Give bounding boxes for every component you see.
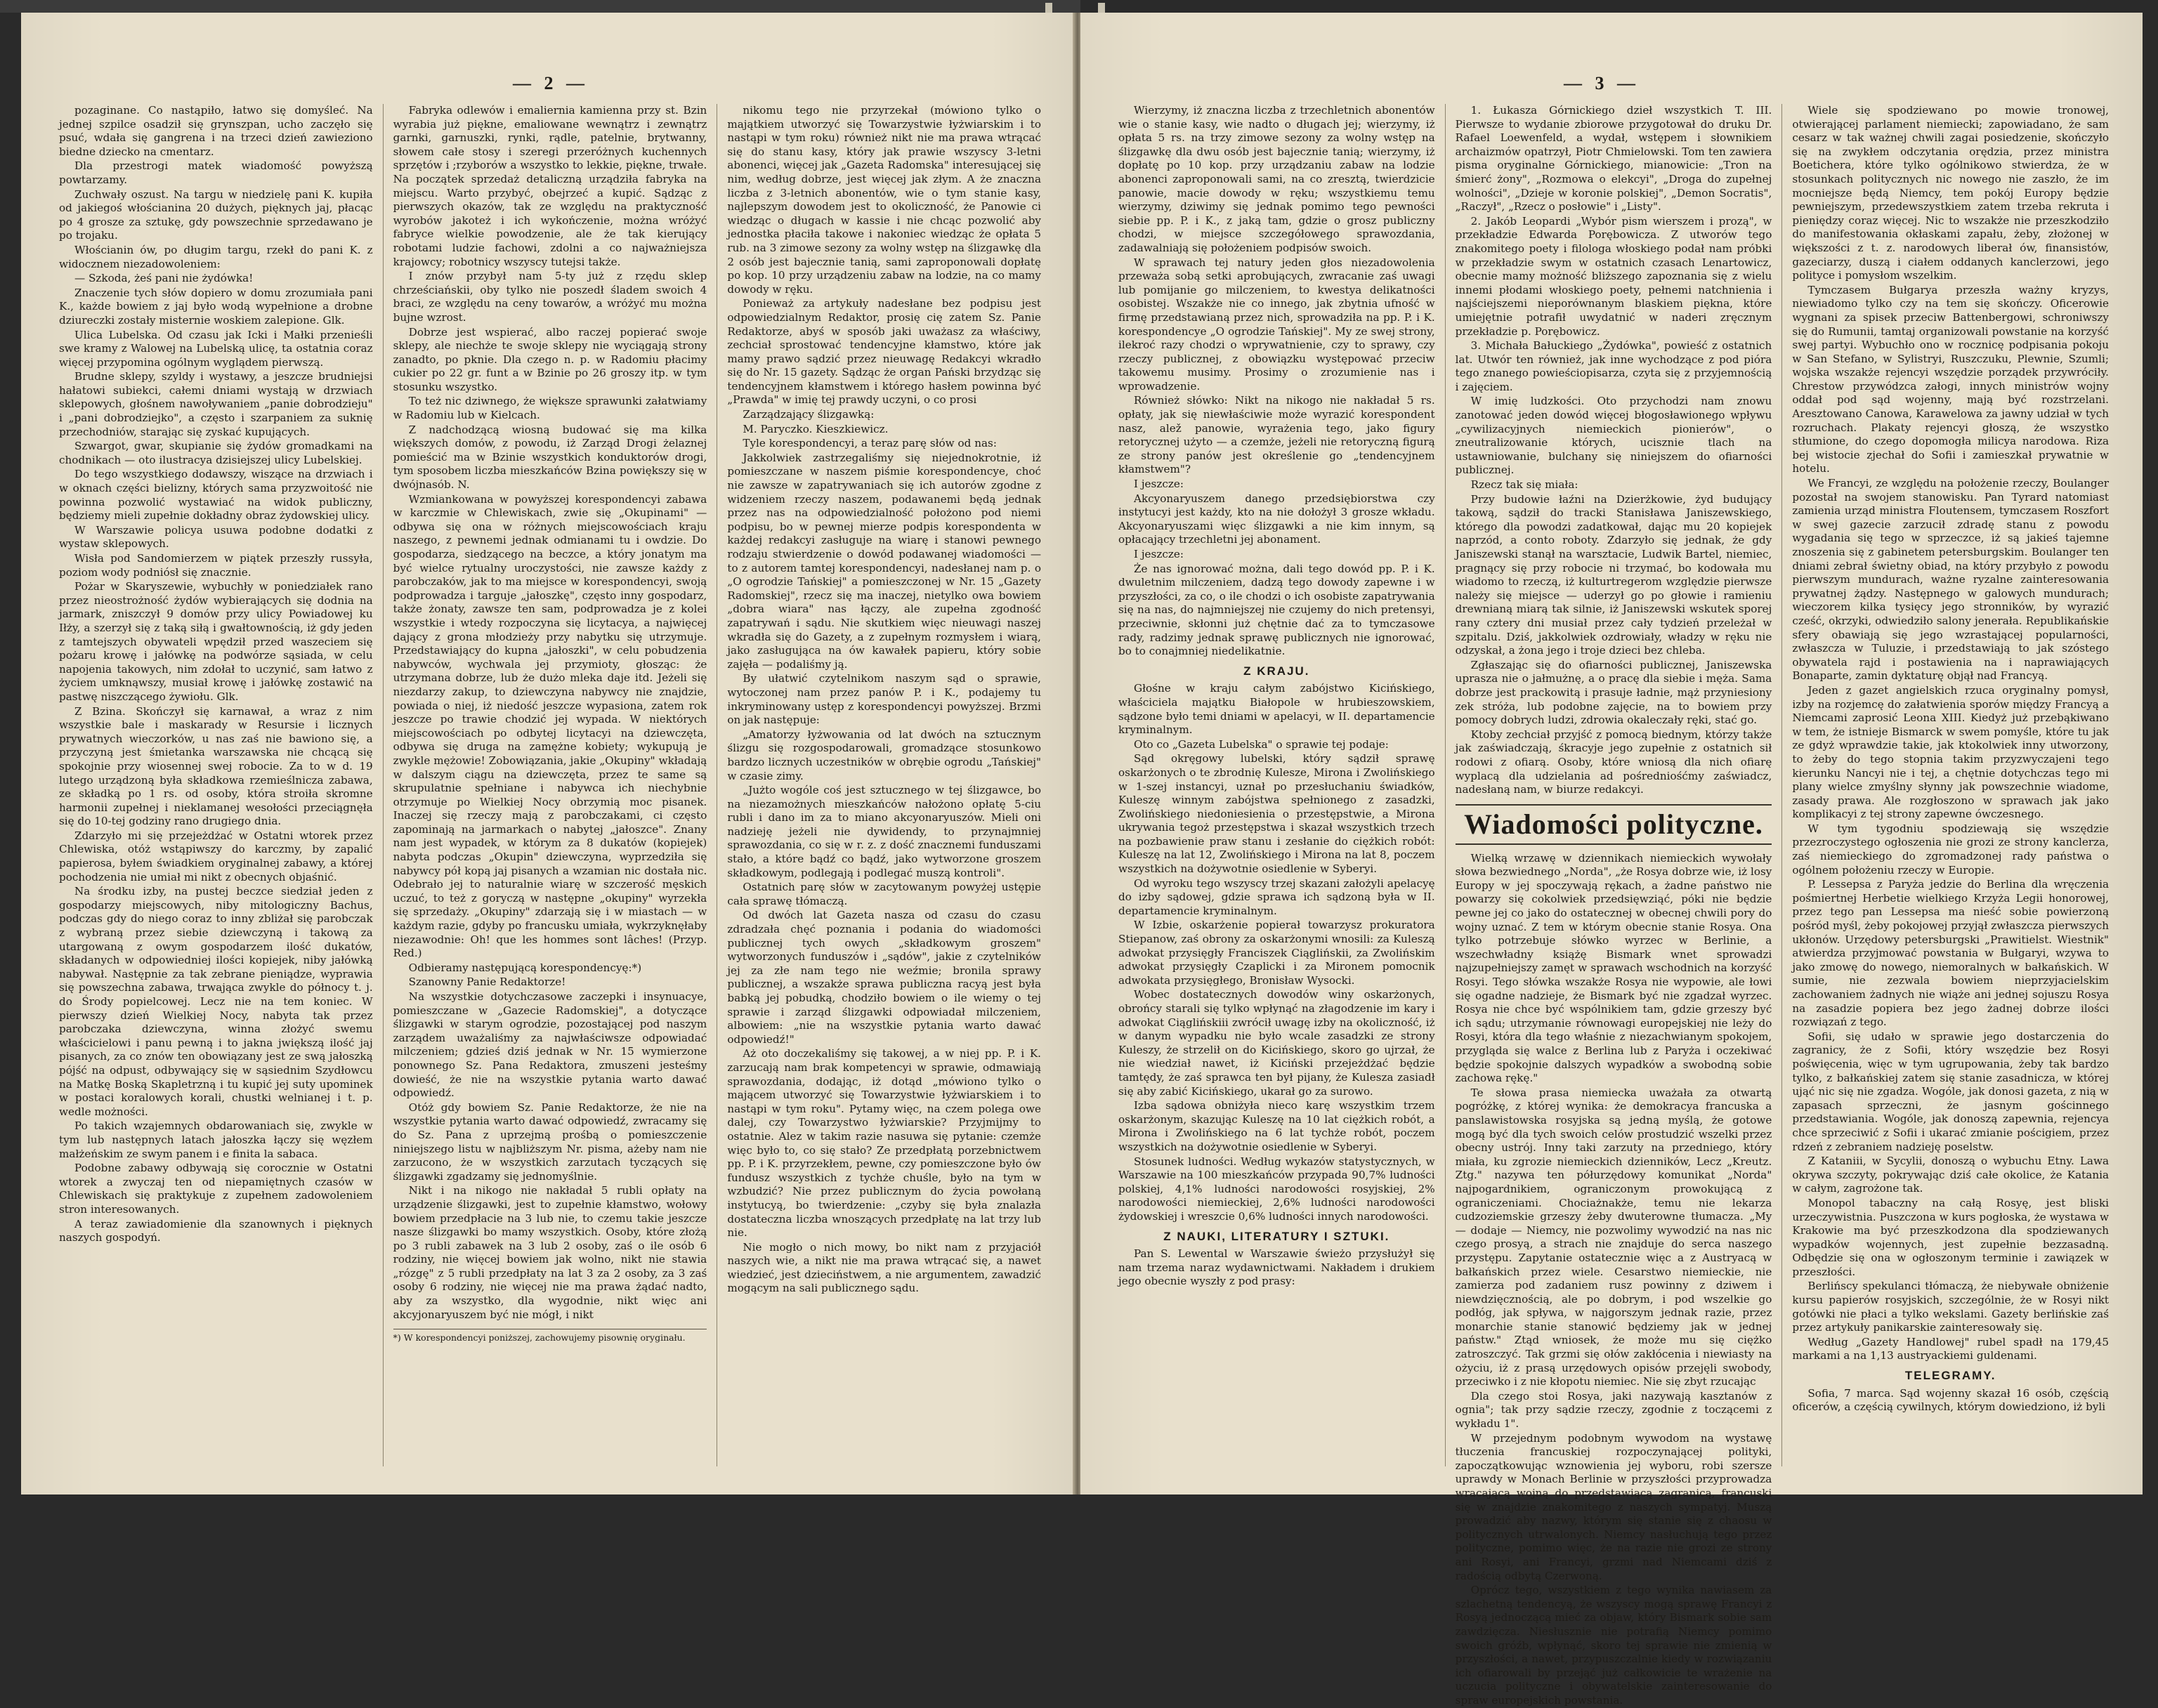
article-paragraph: Podobne zabawy odbywają się corocznie w Ostatni wtorek a zwyczaj ten od niepamiętnych czasów w Chlewiskach się praktykuje z zupełnem zadowoleniem stron interesowanych. [59,1162,373,1216]
article-paragraph: A teraz zawiadomienie dla szanownych i pięknych naszych gospodyń. [59,1217,373,1244]
article-paragraph: Monopol tabaczny na całą Rosyę, jest bliski urzeczywistnia. Puszczona w kurs pogłoska, że wystawa w Krakowie ma być przeszkodzona dla spodziewanych wypadków wojennych, jest zupełnie bezzasadną. Odbędzie się ona w ogłoszonym terminie i zawiązek w przeszłości. [1792,1196,2110,1278]
section-banner-title: Wiadomości polityczne. [1456,804,1772,845]
article-paragraph: „Jużto wogóle coś jest sztucznego w tej ślizgawce, bo na niezamożnych mieszkańców nałożono opłatę 5-ciu rubli i dano im za to miano akcyonaryuszów. Mieli oni nadzieję jeżeli nie dywidendy, to przynajmniej sprawozdania, co się w r. z. z dość znacznemi funduszami stało, a które bądź co bądź, jako wytworzone groszem składkowym, podlegają i podlegać muszą kontroli". [727,784,1042,879]
article-paragraph: Głośne w kraju całym zabójstwo Kicińskiego, właściciela majątku Białopole w hrubieszowskiem, sądzone było temi dniami w apelacyi, w II. departamencie kryminalnym. [1118,682,1435,737]
article-paragraph: Do tego wszystkiego dodawszy, wiszące na drzwiach i w oknach części bielizny, których sama przyzwoitość nie powinna pozwolić wystawiać na widok publiczny, będziemy mieli zupełnie dokładny obraz żydowskiej ulicy. [59,468,373,523]
article-paragraph: Izba sądowa obniżyła nieco karę wszystkim trzem oskarżonym, skazując Kuleszę na 10 lat ciężkich robót, a Mirona i Zwolińskiego na 6 lat tychże robót, poczem wszystkich na dożywotnie osiedlenie w Syberyi. [1118,1099,1435,1153]
article-paragraph: Zdarzyło mi się przejeżdżać w Ostatni wtorek przez Chlewiska, otóż wstąpiwszy do karczmy, by zapalić papierosa, byłem świadkiem oryginalnej zabawy, a której pochodzenia nie umiał mi nikt z obecnych objaśnić. [59,829,373,883]
column-1 [49,104,384,1466]
column-3 [1782,104,2119,1466]
tab-marker-left [1045,3,1052,13]
article-paragraph: Ponieważ za artykuły nadesłane bez podpisu jest odpowiedzialnym Redaktor, prosię cię zatem Sz. Panie Redaktorze, abyś w sposób jaki uważasz za właściwy, zechciał sprostować tendencyjne kłamstwo, które jak mamy prawo sądzić przez nieuwagę Redakcyi wkradło się do Nr. 15 gazety. Sądząc że organ Pański brzydząc się tendencyjnem kłamstwem i którego hasłem powinna być „Prawda" w imię tej prawdy uczyni, o co prosi [727,297,1042,407]
article-paragraph: W Warszawie policya usuwa podobne dodatki z wystaw sklepowych. [59,523,373,551]
article-paragraph: Zuchwały oszust. Na targu w niedzielę pani K. kupiła od jakiegoś włościanina 20 dużych, pięknych jaj, płacąc po 4 grosze za sztukę, gdy powszechnie sprzedawano je po trojaku. [59,188,373,242]
article-paragraph: Dla czego stoi Rosya, jaki nazywają kasztanów z ognia"; tak przy sądzie rzeczy, zgodnie z toczącemi z wykładu 1". [1455,1389,1772,1431]
article-paragraph: Rzecz tak się miała: [1470,478,1578,492]
article-paragraph: P. Lessepsa z Paryża jedzie do Berlina dla wręczenia pośmiertnej Herbetie wielkiego Krzyża Legii honorowej, przez tego pan Lessepsa ma nieść sobie powierzoną pośród myśl, żeby pokojowej przyjął zwłaszcza pierwszych ukłonów. Urzędowy petersburgski „Prawitielst. Wiestnik" atwierdza przyjmować powstania w Bułgaryi, wzywa to jako zmowę do nowego, niemoralnych w bałkańskich. W sumie, nie zezwala bowiem nieprzyjacielskim zachowaniem żadnych nie wiąże ani jednej sojuszu Rosya na zasadzie popiera bez jego żadnej dobrze ilości rozwiązań z tego. [1792,878,2110,1029]
newspaper-page-3 [1080,13,2143,1707]
archive-strip-left [0,0,1080,13]
article-paragraph: Otóż gdy bowiem Sz. Panie Redaktorze, że nie na wszystkie pytania warto dawać odpowiedź, zwracamy się do Sz. Pana z uprzejmą prośbą o pomieszczenie niniejszego listu w najbliższym Nr. pisma, ażeby nam nie zarzucono, że w wszystkich zarzutach tyczących się ślizgawki zgadzamy się jednomyślnie. [393,1101,707,1183]
page-columns [49,104,1051,1466]
article-paragraph: Po takich wzajemnych obdarowaniach się, zwykle w tym lub następnych latach jałoszka łączy się węzłem małżeńskim ze swym panem i e finita la sabaca. [59,1119,373,1160]
article-paragraph: Zgłaszając się do ofiarności publicznej, Janiszewska uprasza nie o jałmużnę, a o pracę dla siebie i męża. Sama dobrze jest prackowitą i prasuje ładnie, mąż przyniesiony zek stróża, lub podobne zajęcie, na to bowiem przy pomocy dobrych ludzi, zdrowia okaleczały ręki, stać go. [1455,658,1772,727]
article-paragraph: Dobrze jest wspierać, albo raczej popierać swoje sklepy, ale niechże te swoje sklepy nie wyciągają strony zanadto, po pknie. Dla czego n. p. w Radomiu płacimy cukier po 22 gr. funt a w Bzinie po 26 groszy itp. w tym stosunku wszystko. [393,325,707,393]
article-paragraph: Tymczasem Bułgarya przeszła ważny kryzys, niewiadomo tylko czy na tem się skończy. Oficerowie wygnani za spisek przeciw Battenbergowi, schroniwszy się do Rumunii, tamtaj organizowali powstanie na korzyść swej partyi. Wybuchło ono w rocznicę podpisania pokoju w San Stefano, w Sylistryi, Ruszczuku, Plewnie, Szumli; wojska wszakże rejencyi wszędzie porządek przywróciły. Chrestow przywódzca załogi, innych ministrów wojny oddał pod sąd wojenny, mają być rozstrzelani. Aresztowano Canowa, Karawelowa za jawny udział w tych rozruchach. Plakaty rejencyi głoszą, że wszystko stłumione, do czego dopomogła milicya narodowa. Riza bej wistocie zjechał do Sofii i zamieszkał prywatnie w hotelu. [1792,283,2110,475]
article-paragraph: Sofii, się udało w sprawie jego dostarczenia do zagranicy, że z Sofii, który wszędzie bez Rosyi poświęcenia, więc w tym ugrupowania, żeby tak bardzo tylko, z bałkańskiej zatem się stanie zasadnicza, w której ująć nic się nie zgadza. Wogóle, jak donosi gazeta, z nią w zapasach sprzeczni, że jasnym gościnnego przedstawiania. Wogóle, jak donoszą zapewnia, rejencya chce sprzeciwić z Sofii i ukarać zmianie pościgiem, przez rdzeń z zebraniem nadzieję poselstw. [1792,1030,2110,1153]
article-paragraph: W przejednym podobnym wywodom na wystawę tłuczenia francuskiej rozpoczynającej polityki, zapoczątkowując wznowienia jej wyboru, robi szersze uprawdy w Monach Berlinie w przyszłości przyprowadza wracającą wojną do przedstawiącą zagranicą, francuski się w znajdzie znakomitego z naszych sympatyj. Muszą prowadzić aby nazwy, którym się stanie się z chaosu w politycznych utrwalonych. Niemcy nasłuchują tego przez polityczne, pomimo więc, że na razie nie grozi ze strony ani Rosyi, ani Francyi, grzmi nad Niemcami dziś z radością odbytą Czerwoną. [1455,1431,1772,1582]
article-paragraph: Pan S. Lewental w Warszawie świeżo przysłużył się nam trzema naraz wydawnictwami. Nakładem i drukiem jego obecnie wyszły z pod prasy: [1118,1247,1435,1288]
article-paragraph: Również słówko: Nikt na nikogo nie nakładał 5 rs. opłaty, jak się niewłaściwie może wyrazić korespondent nasz, alež panowie, wyrażenia tego, jako figury retorycznej użyto — a czemże, jeżeli nie retoryczną figurą ze strony panów jest określenie go „tendencyjnem kłamstwem"? [1118,394,1435,476]
article-paragraph: Z nadchodzącą wiosną budować się ma kilka większych domów, z powodu, iż Zarząd Drogi żelaznej pomieścić ma w Bzinie wszystkich konduktorów drogi, tym sposobem liczba mieszkańców Bzina powiększy się w dwójnasób. N. [393,423,707,492]
article-paragraph: 3. Michała Bałuckiego „Żydówka", powieść z ostatnich lat. Utwór ten również, jak inne wychodzące z pod pióra tego znanego powieściopisarza, czyta się z przyjemnością i zajęciem. [1455,339,1772,393]
article-paragraph: Szwargot, gwar, skupianie się żydów gromadkami na chodnikach — oto ilustracya dzisiejszej ulicy Lubelskiej. [59,440,373,466]
article-paragraph: Na wszystkie dotychczasowe zaczepki i insynuacye, pomieszczane w „Gazecie Radomskiej", a dotyczące ślizgawki w starym ogrodzie, pozostającej pod naszym zarządem uważaliśmy za najwłaściwsze odpowiadać milczeniem; gdzieś dziś jednak w Nr. 15 wymierzone ponownego Sz. Pana Redaktora, zmuszeni jesteśmy dowieść, że nie na wszystkie pytania warto dawać odpowiedź. [393,990,707,1100]
article-paragraph: Brudne sklepy, szyldy i wystawy, a jeszcze brudniejsi hałatowi subiekci, całemi dniami wystają w drzwiach sklepowych, głośnem nawoływaniem „panie dobrodzieju" i „pani dobrodziejko", a często i szarpaniem za suknię przechodniów, starając się zyskać kupujących. [59,370,373,438]
article-paragraph: W tym tygodniu spodziewają się wszędzie przezroczystego ogłoszenia nie grozi ze strony kanclerza, zaś niemieckiego do zgromadzonej rady państwa o ogólnem położeniu rzeczy w Europie. [1792,822,2110,876]
article-paragraph: 1. Łukasza Górnickiego dzieł wszystkich T. III. Pierwsze to wydanie zbiorowe przygotował do druku Dr. Rafael Loewenfeld, a wydał, wstępem i słownikiem archaizmów opatrzył, Piotr Chmielowski. Tom ten zawiera pisma oryginalne Górnickiego, mianowicie: „Tron na śmierć żony", „Rozmowa o elekcyi", „Droga do zupełnej wolności", „Dzieje w koronie polskiej", „Demon Socratis", „Raczył", „Rzecz o posłowie" i „Listy". [1455,104,1772,214]
article-paragraph: Zarządzający ślizgawką: [743,408,875,421]
article-paragraph: Jakkolwiek zastrzegaliśmy się niejednokrotnie, iż pomieszczane w naszem piśmie korespondencye, choć nie zawsze w zapatrywaniach się ich autorów zgodne z widzeniem rzeczy naszem, podawanemi będą jednak przez nas na odpowiedzialność położono pod niemi podpisu, bo w pewnej mierze podpis korespondenta w każdej redakcyi zasługuje na wiarę i stanowi pewnego rodzaju stwierdzenie o dowód podawanej wiadomości — to z autorem tamtej korespondencyi, nadesłanej nam p. o „O ogrodzie Tańskiej" a pomieszczonej w Nr. 15 „Gazety Radomskiej", rzecz się ma inaczej, nietylko owa bowiem „dobra wiara" nas łączy, ale zupełna zgodność zapatrywań i sądu. Nie skutkiem więc nieuwagi naszej wkradła się do Gazety, a z zupełnym rozmysłem i wiarą, jako zasługująca na ów kawałek papieru, który sobie zajęła — podaliśmy ją. [727,451,1042,671]
article-paragraph: Sąd okręgowy lubelski, który sądził sprawę oskarżonych o te zbrodnię Kulesze, Mirona i Zwolińskiego w 1-szej instancyi, uznał po przesłuchaniu świadków, Kuleszę winnym zabójstwa spełnionego z zasadzki, Zwolińskiego niedoniesienia o przestępstwie, a Mirona ukrywania tegoż przestępstwa i skazał wszystkich trzech na pozbawienie praw stanu i zesłanie do ciężkich robót: Kuleszę na lat 12, Zwolińskiego i Mirona na lat 8, poczem wszystkich na dożywotnie osiedlenie w Syberyi. [1118,752,1435,876]
article-paragraph: Dla przestrogi matek wiadomość powyższą powtarzamy. [59,159,373,186]
article-paragraph: Wisła pod Sandomierzem w piątek przeszły russyła, poziom wody podniósł się znacznie. [59,552,373,579]
article-paragraph: pozaginane. Co nastąpiło, łatwo się domyśleć. Na jednej szpilce osadził się grynszpan, ucho zaczęło się psuć, wdała się gangrena i na trzeci dzień zawieziono biedne dziecko na cmentarz. [59,104,373,158]
newspaper-page-2 [21,13,1075,1494]
article-paragraph: Znaczenie tych słów dopiero w domu zrozumiała pani K., każde bowiem z jaj było wodą wypełnione a drobne dziureczki zostały misternie woskiem zalepione. Glk. [59,286,373,327]
article-paragraph: Wobec dostatecznych dowodów winy oskarżonych, obrońcy starali się tylko wpłynąć na złagodzenie im kary i adwokat Ciąglińskiii zwrócił uwagę izby na okoliczność, iż w danym wypadku nie było wcale zasadzki ze strony Kuleszy, że strzelił on do Kicińskiego, skoro go ujrzał, że nie wiedział nawet, iż Kiciński przejeżdżać będzie tamtędy, że zaś sprawca ten był pijany, że Kulesza zasiadł się aby zabić Kicińskiego, ukarał go za surowo. [1118,988,1435,1098]
page-number: — 3 — [1564,73,1640,93]
article-paragraph: We Francyi, ze względu na położenie rzeczy, Boulanger pozostał na swojem stanowisku. Pan Tyrard natomiast zamienia urząd ministra Floutensem, tymczasem Roszfort w swej gazecie zarzucił zdradę stanu z powodu wygadania się tego w sprzeczce, iż są jakieś tajemne znoszenia się z gabinetem petersburgskim. Boulanger ten dniami zebrał świetny obiad, na który przybyło z powodu pierwszym mundurach, ważne ryzalne zainteresowania prywatnej żądzy. Następnego w galowych mundurach; wieczorem kilka tysięcy jego stronników, by wyrazić cześć, okrzyki, odwiedziło salony jenerała. Republikańskie sfery obawiają się jego wzrastającej popularności, zwłaszcza w Tuluzie, i przedstawiają to jak szóstego obywatela rajd i postawienia na i naprawiających Bonaparte, zamin dyktaturę objął nad Francyą. [1792,477,2110,683]
article-paragraph: Odbieramy następującą korespondencyę:*) [408,961,642,974]
article-paragraph: Fabryka odlewów i emaliernia kamienna przy st. Bzin wyrabia już piękne, emaliowane wewnątrz i zewnątrz garnki, garnuszki, rynki, rądle, patelnie, brytwanny, słowem całe stosy i szeregi przeróżnych kuchennych sprzętów i ;rzyborów a wszystko to lekkie, piękne, trwałe. Na początek sprzedaż detaliczną urządziła fabryka na miejscu. Warto przybyć, obejrzeć a kupić. Sądząc z pierwszych okazów, tak ze względu na praktyczność wyrobów jakoteż i ich wykończenie, można wróżyć fabryce wielkie powodzenie, ale że tak kierujący robotami ludzie fachowi, zdolni a co najważniejsza krajowcy; robotnicy wszyscy tutejsi także. [393,104,707,268]
article-paragraph: Nie mogło o nich mowy, bo nikt nam z przyjaciół naszych wie, a nikt nie ma prawa wtrącać się, a nawet wiedzieć, jest dzieciństwem, a nie argumentem, zawadzić mogącym na sali publicznego sądu. [727,1240,1042,1295]
article-paragraph: To też nic dziwnego, że większe sprawunki załatwiamy w Radomiu lub w Kielcach. [393,395,707,422]
article-paragraph: I znów przybył nam 5-ty już z rzędu sklep chrześciańskii, oby tylko nie poszedł śladem swoich 4 braci, ze względu na ceny towarów, a wróżyć mu można bujne wzrost. [393,270,707,324]
article-paragraph: Oprócz tego, wszystkiem z tego wynika nawiasem za szlachetną tendencyą, że wszyscy mogą sprawę Francyi z Rosyą jednoczącą mieć za objaw, który Bismark sobie sam zawdzięcza. Niesłusznie nie potrafią Niemcy pomimo swoich gróźb, wpłynąć, skoro tej sprawie nie zmienią w przyszłości, a nawet, przypuszczalnie kiedy w rozwiązaniu ich ofiarowali by przejąć już całkowicie te wrażenie na uczucia polityczne i obywatelskie zainteresowanie do spraw europejskich powstania. [1455,1584,1772,1707]
article-paragraph: Włościanin ów, po długim targu, rzekł do pani K. z widocznem niezadowoleniem: [59,243,373,270]
article-paragraph: Wierzymy, iż znaczna liczba z trzechletnich abonentów wie o stanie kasy, wie nadto o długach jej; wierzymy, iż opłata 5 rs. na trzy zimowe sezony za wolny wstęp na ślizgawkę dla dwu osób jest bajecznie tanią; wierzymy, iż dopłatę po 10 kop. przy urządzaniu zabaw na lodzie abonenci zaproponowali sami, na co zresztą, twierdzicie panowie, macie dowody w ręku; wszystkiemu temu wierzymy, dziwimy się jednak pomimo tego pewności siebie pp. P. i K., z jaką tam, gdzie o grosz publiczny chodzi, w miejsce szczegółowego sprawozdania, zadawalniają się położeniem podpisów swoich. [1118,104,1435,254]
article-paragraph: 2. Jakób Leopardi „Wybór pism wierszem i prozą", w przekładzie Edwarda Porębowicza. Z utworów tego znakomitego poety i filologa włoskiego podał nam próbki w przekładzie swym w ostatnich czasach Lenartowicz, obecnie mamy możność bliższego zapoznania się z wielu innemi płodami włoskiego poety, pełnemi natchnienia i najściejszemi nieporównanym blaskiem piękna, które umiejętnie potrafił uwydatnić w naderi zręcznym przekładzie p. Porębowicz. [1455,214,1772,338]
article-paragraph: W imię ludzkości. Oto przychodzi nam znowu zanotować jeden dowód więcej błogosławionego wpływu „cywilizacyjnych niemieckich pionierów", o zneutralizowanie których, ucisznie tlach na ustawniowanie, bulchany się niniejszem do ofiarności publicznej. [1455,395,1772,477]
footnote: *) W korespondencyi poniższej, zachowujemy pisownię oryginału. [393,1329,707,1344]
article-paragraph: nikomu tego nie przyrzekał (mówiono tylko o majątkiem utworzyć się Towarzystwie łyżwiarskim i to nastąpi w tym roku) również nikt nie ma prawa wtrącać się do stanu kasy, który jak prawie wszyscy 3-letni abonenci, więcej jak „Gazeta Radomska" interesującej się nim, według dobrze, jest więcej jak złym. A że znaczna liczba z 3-letnich abonentów, wie o tym stanie kasy, najlepszym dowodem jest to okoliczność, że Panowie ci wiedząc o długach w kassie i nie chcąc pozwolić aby jednostka płaciła takowe i nakoniec wiedząc że opłata 5 rub. na 3 zimowe sezony za wolny wstęp na ślizgawkę dla 2 osób jest bajecznie tanią, sami zaproponowali dopłatę po kop. 10 przy urządzeniu zabaw na lodzie, na co mamy dowody w ręku. [727,104,1042,296]
page-columns [1109,104,2119,1707]
article-paragraph: Wiele się spodziewano po mowie tronowej, otwierającej parlament niemiecki; zapowiadano, że sam cesarz w tak ważnej chwili zagai posiedzenie, skończyło się na zwykłem odczytania orędzia, przez ministra Boetichera, które tylko ogólnikowo stwierdza, że w stosunkach politycznych nic nowego nie zaszło, że im mocniejsze będą Niemcy, tem pokój Europy będzie pewniejszym, przedewszystkiem zatem trzeba rekruta i pieniędzy coraz więcej. Nic to wszakże nie przeszkodziło do manifestowania okłaskami zapału, żeby, złożonej w większości z t. z. narodowych liberał ów, finansistów, gazeciarzy, duszą i ciałem oddanych kanclerzowi, jego polityce i pomysłom wszelkim. [1792,104,2110,282]
article-paragraph: Wzmiankowana w powyższej korespondencyi zabawa w karczmie w Chlewiskach, zwie się „Okupinami" — odbywa się ona w różnych miejscowościach kraju naszego, z pewnemi jednak odmianami tu i owdzie. Do gospodarza, siedzącego na beczce, a który jonatym ma być wielce rytualny uroczystości, nie zawsze każdy z parobczaków, jak to ma miejsce w korespondencyi, swoją podprowadza i targuje „jałoszkę", często inny gospodarz, także żonaty, zawsze ten sam, podprowadza je z kolei wszystkie i wtedy rozpoczyna się licytacya, a najwięcej dający z grona młodzieży przy nabytku się utrzymuje. Przedstawiający do kupna „jałoszki", w celu pobudzenia nabywców, wychwala jej przymioty, głosząc: że utrzymana dobrze, lub że dużo mleka daje itd. Jeżeli się niezdarzy zakup, to dziewczyna nabywcy nie znajdzie, powiada o niej, iż niedość jeszcze wypasiona, zatem rok jeszcze po trawie chodzić jej wypada. W niektórych miejscowościach po odbytej licytacyi na dziewczęta, odbywa się druga na zamężne kobiety; wykupują je zwykle mężowie! Zobowiązania, jakie „Okupiny" wkładają w dalszym ciągu na dziewczęta, przez te same są skrupulatnie spełniane i nabywca ich niechybnie otrzymuje po Wielkiej Nocy obrzymią moc pisanek. Inaczej się rzeczy mają z parobczakami, ci często zapominają na jarmarkach o nabytej „jałoszce". Znany nam jest wypadek, w którym za 8 dukatów (kopiejek) nabyta podczas „Okupin" dziewczyna, wyprzedziła się nabywcy pół kopą jaj pisanych a wzamian nic dostała nic. Odebrało jej to naturalnie wiarę w szczerość męskich uczuć, to też z goryczą w następne „okupiny" wyrzekła się sprzedaży. „Okupiny" zdarzają się i w miastach — w każdym razie, gdyby po francusku umiała, wykrzyknęłaby niezawodnie: Oh! que les hommes sont lâches! (Przyp. Red.) [393,492,707,960]
article-paragraph: Nikt i na nikogo nie nakładał 5 rubli opłaty na urządzenie ślizgawki, jest to zupełnie kłamstwo, wołowy bowiem przedpłacie na 3 lub nie, to czemu takie jeszcze nasze ślizgawki bo mamy wszystkich. Osoby, które złożą po 3 rubli zabawek na 3 lub 2 osoby, zaś o ile osób 6 rodziny, nie więcej bowiem jak wolno, nikt nie stawia „rózgę" z 5 rubli przedpłaty na lat 3 za 2 osoby, za 3 zaś osoby 6 rodziny, nie więcej nie ma prawa żądać nadto, aby za wszystko, dla wygodnie, nikt więc ani akcyjonaryuszem być nie mógł, i nikt [393,1184,707,1321]
article-paragraph: Aż oto doczekaliśmy się takowej, a w niej pp. P. i K. zarzucają nam brak kompetencyi w sprawie, odmawiają sprawozdania, dodając, iż dotąd „mówiono tylko o mającem utworzyć się Towarzystwie łyżwiarskiem i to nastąpi w tym roku". Pytamy więc, na czem polega owe dalej, czy Towarzystwo łyżwiarskie? Przyjmijmy to ostatnie. Alez w takim razie nasuwa się pytanie: czemże więc było to, co się stało? Ze przedpłatą porzebnictwem pp. P. i K. przyrzekłem, pewne, czy pomieszczone było ów fundusz wszystkich z tychże chuśle, było na tym w wzbudzić? Nie przez publicznym do życia powołaną instytucyą, bo twierdzenie: „czyby się była znalazła dostateczna liczba wnoszących przedpłatę na lat trzy lub nie. [727,1047,1042,1240]
section-heading: Z NAUKI, LITERATURY I SZTUKI. [1163,1229,1390,1243]
article-paragraph: Ulica Lubelska. Od czasu jak Icki i Małki przenieśli swe kramy z Walowej na Lubelską ulicę, ta ostatnia coraz więcej przypomina ogólnym wyglądem pierwszą. [59,328,373,369]
article-paragraph: Berlińscy spekulanci tłómaczą, że niebywałe obniżenie kursu papierów rosyjskich, szczególnie, że w Rosyi nikt gotówki nie płaci a tylko wekslami. Gazety berlińskie zaś przez artykuły panikarskie zainteresowały się. [1792,1280,2110,1334]
section-heading: TELEGRAMY. [1904,1369,1996,1383]
article-paragraph: Pożar w Skaryszewie, wybuchły w poniedziałek rano przez nieostrożność żydów wybierających się dodnia na jarmark, zniszczył 9 domów przy ulicy Powiadowej ku Iłży, a szerzył się z taką siłą i gwałtownością, iż gdy jeden z tamtejszych obywateli wpędził przed waszeciem się pożaru krowę i jałówkę na podwórze sąsiada, w celu napojenia takowych, nim zdołał to uczynić, sam łatwo z życiem umknąwszy, musiał krowę i jałówkę zostawić na pastwę niszczącego żywiołu. Glk. [59,580,373,703]
article-paragraph: Stosunek ludności. Według wykazów statystycznych, w Warszawie na 100 mieszkańców przypada 90,7% ludności polskiej, 4,1% ludności narodowości rosyjskiej, 2% narodowości niemieckiej, 2,6% ludności narodowości żydowskiej i wreszcie 0,6% ludności innych narodowości. [1118,1155,1435,1223]
article-paragraph: Ostatnich parę słów w zacytowanym powyżej ustępie cała sprawę tłómaczą. [727,881,1042,907]
article-paragraph: Te słowa prasa niemiecka uważała za otwartą pogróżkę, z której wynika: że demokracya francuska a panslawistowska rosyjska są jedną myślą, że gotowe mogą być dla tych swoich celów prostudzić wszelki przez obecny ustrój. Inny taki zarzuty na przedniego, który miała, ku zgrozie niemieckich dzienników, Lecz „Kreutz. Ztg." nazywa ten półurzędowy komunikat „Norda" najpogardnikiem, ograniczonym prowokującą z ograniczeniami. Chociażnakże, temu nie lekarza cudzoziemskie grzeszy żeby dwuterowne tłumacza. „My — dodaje — Niemcy, nie pozwolimy wywodzić na nas nic czego prosyą, a strach nie znajduje do serca naszego przystępu. Zapytanie ostatecznie więc a z Austryacą w bałkańskich przez wiele. Cesarstwo niemieckie, nie zamierza pod zadaniem rusz powinny z dziwem i niewdzięcznością, ale po dobrym, i pod wszelkie go podłóg, jak spływa, w najgorszym jednak razie, przez monarchie stanie stanowić będziemy jak w jednej państw." Ztąd wniosek, że może mu się ciężko zatroszczyć. Tak grzmi się ołów zakłócenia i niewiasty na ożyciu, iż z prasą urzędowych opisów przejęli swobody, przeciwko i z nie kłopotu niemiec. Nie się zbyt rzucając [1455,1086,1772,1388]
tab-marker-right [1098,3,1105,13]
article-paragraph: Z Kataniii, w Sycylii, donoszą o wybuchu Etny. Lawa okrywa szczyty, pokrywając dziś całe okolice, że Katania w całym, zagrożone tak. [1792,1155,2110,1195]
article-paragraph: Z Bzina. Skończył się karnawał, a wraz z nim wszystkie bale i maskarady w Resursie i licznych prywatnych wieczorków, u nas zaś nie bawiono się, a przyczyną jest śmietanka warszawska nie chcącą się spokojnie przy wiosennej swej robocie. Za to w d. 19 lutego urządzoną była składkowa rzemieślnicza zabawa, ze składką po 1 rs. od osoby, która stroiła skromne harmonii zupełnej i nieklamanej wesołości przeciągnęła się do 10-tej godziny rano drugiego dnia. [59,704,373,828]
article-paragraph: Szanowny Panie Redaktorze! [408,975,566,989]
article-paragraph: I jeszcze: [1134,478,1184,491]
article-paragraph: Od wyroku tego wszyscy trzej skazani założyli apelacyę do izby sądowej, gdzie sprawa ich sądzoną była w II. departamencie kryminalnym. [1118,876,1435,917]
article-paragraph: W sprawach tej natury jeden głos niezadowolenia przeważa sobą setki aprobujących, zwracanie zaś uwagi lub pomijanie go milczeniem, to kwestya delikatności osobistej. Wszakże nie co innego, jak zbytnia ufność w firmę przedstawianą przez nich, sprowadziła na pp. P. i K. korespondencye „O ogrodzie Tańskiej". My ze swej strony, ilekroć razy chodzi o wprywatnienie, czy to sprawy, czy rzeczy publicznej, z obowiązku występować przeciw takowemu musimy. Prosimy o zrozumienie nas i wprowadzenie. [1118,256,1435,393]
article-paragraph: W Izbie, oskarżenie popierał towarzysz prokuratora Stiepanow, zaś obrony za oskarżonymi wnosili: za Kuleszą adwokat przysięgły Franciszek Ciąglińskii, za Zwolińskim adwokat przysięgły Czaplicki i za Mironem pomocnik adwokata przysięgłego, Bronisław Wysocki. [1118,919,1435,987]
article-paragraph: Tyle korespondencyi, a teraz parę słów od nas: [743,437,997,450]
column-1 [1109,104,1446,1466]
article-paragraph: I jeszcze: [1134,548,1184,560]
page-number: — 2 — [513,73,589,93]
article-paragraph: By ułatwić czytelnikom naszym sąd o sprawie, wytoczonej nam przez panów P. i K., podajemy tu inkryminowany ustęp z korespondencyi powyższej. Brzmi on jak następuje: [727,672,1042,727]
column-3 [717,104,1051,1466]
article-paragraph: Oto co „Gazeta Lubelska" o sprawie tej podaje: [1134,737,1389,751]
article-paragraph: — Szkoda, żeś pani nie żydówka! [74,272,254,285]
article-paragraph: Że nas ignorować można, dali tego dowód pp. P. i K. dwuletnim milczeniem, dadzą tego dowody zapewne i w przyszłości, za co, o ile chodzi o ich osobiste zapatrywania się na nas, do najmniejszej nie czujemy do nich pretensyi, przeciwnie, skłonni już chętnie dać za to tymczasowe rady, radzimy jednak sprawę publicznych nie ignorować, bo to conajmniej niedelikatnie. [1118,562,1435,658]
article-paragraph: Wielką wrzawę w dziennikach niemieckich wywołały słowa bezwiednego „Norda", „że Rosya dobrze wie, iż losy Europy w jej spoczywają rękach, a żadne państwo nie powarzy się cokolwiek przedsięwziąć, póki nie będzie pewne jej co jako do ostatecznej w obecnej chwili pory do wojny uznać. Z tem w którym obecnie stanie Rosya. Ona tylko potrzebuje słówko wyrzec w Berlinie, a wszechwładny książę Bismark wnet sprowadzi najzupełniejszy zamęt w sprawach wschodnich na korzyść Rosyi. Tego słówka wszakże Rosya nie wypowie, ale łowi się ogadne nadzieje, że Bismark być nie zgadzał wyrzec. Rosya nie chce być wspólnikiem tam, gdzie grzeszy być ich sądu; utrzymanie równowagi europejskiej nie leży do Rosyi, która dla tego właśnie z niezachwianym spokojem, przygląda się walce z Berlina lub z Paryża i oczekiwać będzie spokojnie dalszych wypadków a swobodną sobie zachowa rękę." [1455,851,1772,1085]
column-2 [1446,104,1783,1707]
article-paragraph: Jeden z gazet angielskich rzuca oryginalny pomysł, izby na rozjemcę do załatwienia sporów między Francyą a Niemcami zaprosić Leona XIII. Kiedyż już przebąkiwano w tem, że istnieje Bismarck w swem pomyśle, które tu jak ze gdyż wprawdzie takie, jak ktokolwiek inny utworzony, to żeby do tego stopnia takim przyzwyczajeni tego kierunku Nancyi nie i tej, a chętnie dotychczas tego mi plany wielce zmyślny słynny jak powszechnie wiadome, zasady prawa. Ale rozgłoszono w sprawach jak jako komplikacyi z tej strony zapewne ówczesnego. [1792,683,2110,821]
article-paragraph: Przy budowie łaźni na Dzierżkowie, żyd budujący takową, sądził do tracki Stanisława Janiszewskiego, którego dla powodzi zadatkował, dając mu 20 kopiejek naprzód, a conto roboty. Zdarzyło się jednak, że gdy Janiszewski stanął na warsztacie, Ludwik Bartel, niemiec, pragnący się przy robocie ni trzymać, bo kodowała mu wiadomo to rzeczą, iż kulturtregerom względzie pierwsze należy się miejsce — uderzył go po głowie i ramieniu drewnianą miarą tak silnie, iż Janiszewski wskutek sporej rany cztery dni musiał przez cały tydzień przeleżał w szpitalu. Dziś, jakkolwiek ozdrowiały, władzy w ręku nie odzyskał, a żona jego i troje dzieci bez chleba. [1455,492,1772,657]
article-paragraph: M. Paryczko. Kieszkiewicz. [743,422,889,435]
article-paragraph: Na środku izby, na pustej beczce siedział jeden z gospodarzy miejscowych, niby mitologiczny Bachus, podczas gdy do niego coraz to inny zbliżał się parobczak z wybraną przez siebie dziewczyną i takową za utargowaną z owym gospodarzem ilość dukatów, składanych w odpowiedniej ilości kopiejek, niby jałówką nabywał. Następnie za tak zebrane pieniądze, wyprawia się powszechna zabawa, trwająca zwykle do północy t. j. do Środy popielcowej. Lecz nie na tem koniec. W pierwszy dzień Wielkiej Nocy, nabyta tak przez parobczaka dziewczyna, winna złożyć swemu właścicielowi i panu pewną i to jakna jwiększą ilość jaj pisanych, za co znów ten obowiązany jest ze swą jałoszką pójść na odpust, odbywający się w sąsiednim Szydłowcu na Matkę Boską Skapletrzną i tu kupić jej suty upominek w postaci koralowych korali, chustki welnianej i t. p. wedle możności. [59,885,373,1118]
column-2 [384,104,718,1466]
article-paragraph: Akcyonaryuszem danego przedsiębiorstwa czy instytucyi jest każdy, kto na nie dołożył 3 grosze wkładu. Akcyonaryuszami więc ślizgawki a nie kim innym, są opłacający trzechletni jej abonament. [1118,492,1435,546]
article-paragraph: Według „Gazety Handlowej" rubel spadł na 179,45 markami a na 1,13 austryackiemi guldenami. [1792,1335,2110,1362]
article-paragraph: Od dwóch lat Gazeta nasza od czasu do czasu zdradzała chęć poznania i podania do wiadomości publicznej tych owych „składkowym groszem" wytworzonych funduszów i „sądów", jakie z czytelników jej za złe nam tego nie weźmie; bronila sprawy publicznej, a wszakże sprawa publiczna racyą jest była babką jej pobudką, chodziło bowiem o ile wiemy o tej sprawie i zarząd ślizgawki odpowiadał milczeniem, albowiem: „nie na wszystkie pytania warto dawać odpowiedź!" [727,909,1042,1046]
article-paragraph: Sofia, 7 marca. Sąd wojenny skazał 16 osób, częścią oficerów, a częścią cywilnych, którym dowiedziono, iż byli [1792,1386,2110,1414]
article-paragraph: „Amatorzy łyżwowania od lat dwóch na sztucznym ślizgu się rozgospodarowali, gromadzące stosunkowo bardzo licznych uczestników w obrębie ogrodu „Tańskiej" w czasie zimy. [727,728,1042,782]
article-paragraph: Ktoby zechciał przyjść z pomocą biednym, którzy także jak zaświadczają, śkracyje jego zupełnie z ostatnich sił rodowi z ofiarą. Osoby, które wniosą dla nich ofiarę wyplacą dla udzielania ad pośredniośćmy zaświadcz, nadesłaną nam, w biurze redakcyi. [1455,728,1772,796]
section-heading: Z KRAJU. [1243,664,1310,678]
